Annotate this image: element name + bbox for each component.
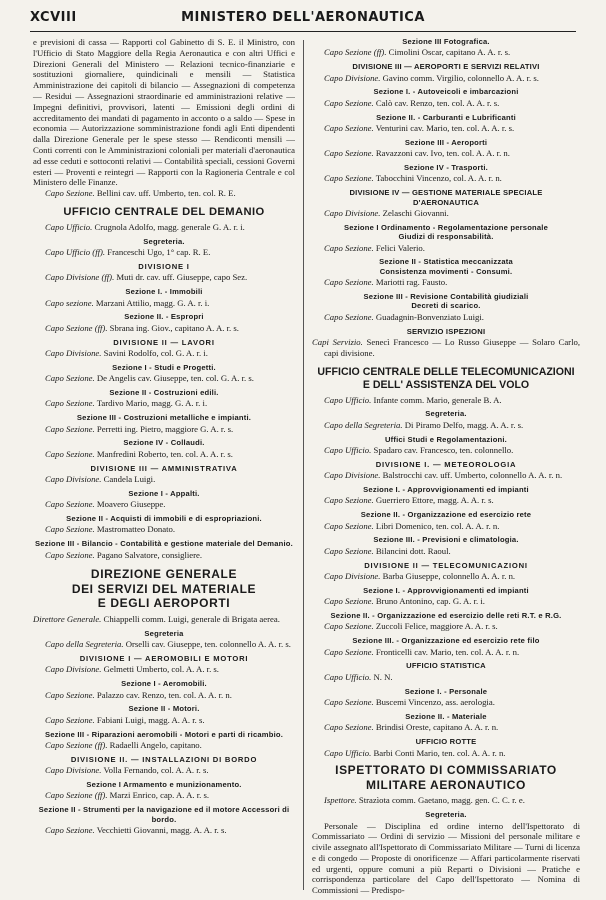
capo-line: Capo Sezione. Fabiani Luigi, magg. A. A. r. s. (45, 714, 205, 725)
role-label: Capo Sezione. (45, 824, 95, 835)
left-column (33, 37, 295, 836)
capo-line: Capo sezione. Marzani Attilio, magg. G. A. r. i. (45, 297, 210, 308)
capo-line: Capo Divisione. Candela Luigi. (45, 473, 156, 484)
capo-line: Capo Divisione. Savini Rodolfo, col. G. A. r. i. (45, 347, 208, 358)
subsection-title: Sezione I. - Approvvigionamenti ed impianti (363, 485, 529, 495)
capo-line: Capo Sezione. Perretti ing. Pietro, maggiore G. A. r. s. (45, 423, 234, 434)
role-label: Capo Sezione. (324, 495, 374, 506)
title-line: Consistenza movimenti - Consumi. (379, 266, 513, 276)
role-label: Capo Sezione. (324, 545, 374, 556)
title-line: Sezione III - Revisione Contabilità giudiziali (363, 292, 529, 302)
role-label: Capo Sezione. (45, 499, 95, 510)
running-head: MINISTERO DELL'AERONAUTICA (181, 10, 425, 25)
subsection-title: Sezione III. - Previsioni e climatologia. (373, 535, 519, 545)
capo-line: Capo Divisione. Volla Fernando, col. A. A. r. s. (45, 765, 209, 776)
subsection-title: Sezione II - Costruzioni edili. (109, 387, 219, 397)
capo-line: Capo Sezione. Zuccoli Felice, maggiore A. A. r. s. (324, 621, 498, 632)
role-label: Capo Sezione. (45, 448, 95, 459)
role-label: Capo Ufficio. (324, 394, 372, 405)
capo-line: Capo Sezione. Libri Domenico, ten. col. A. A. r. n. (324, 520, 500, 531)
capo-line: Capo Sezione (ff). Radaelli Angelo, capitano. (45, 739, 202, 750)
role-label: Capo Sezione. (324, 311, 374, 322)
subsection-title: Sezione III - Costruzioni metalliche e impianti. (76, 413, 252, 423)
title-line: Sezione II - Statistica meccanizzata (379, 257, 513, 267)
subsection-title: Sezione I. - Personale (404, 686, 488, 696)
section-title-demanio: UFFICIO CENTRALE DEL DEMANIO (63, 205, 265, 218)
office-title: SERVIZIO ISPEZIONI (406, 326, 486, 336)
division-title: DIVISIONE I. — METEOROLOGIA (375, 459, 517, 469)
capo-line: Capo Sezione. Tardivo Mario, magg. G. A. r. i. (45, 398, 208, 409)
capo-line: Capo Ufficio. N. N. (324, 671, 393, 682)
subsection-title: Sezione II - Acquisti di immobili e di espropriazioni. (66, 513, 262, 523)
subsection-title (312, 292, 580, 311)
title-line: Sezione I Ordinamento - Regolamentazione personale (343, 222, 549, 232)
role-label: Capo Sezione. (45, 689, 95, 700)
capo-line: Capo Sezione. Ravazzoni cav. Ivo, ten. col. A. A. r. n. (324, 148, 510, 159)
subsection-title: Segreteria. (143, 236, 185, 246)
division-title: DIVISIONE II — TELECOMUNICAZIONI (364, 560, 528, 570)
role-label: Capo Ufficio (ff). (45, 247, 106, 258)
section-title-telecom (312, 366, 580, 392)
capo-line: Capo Ufficio. Crugnola Adolfo, magg. generale G. A. r. i. (45, 221, 245, 232)
subsection-title: Sezione II - Motori. (128, 704, 200, 714)
role-label: Capo Sezione. (324, 277, 374, 288)
capo-line: Capo Sezione. Palazzo cav. Renzo, ten. col. A. A. r. n. (45, 689, 232, 700)
role-label: Capo Sezione. (324, 596, 374, 607)
subsection-title: Sezione I. - Autoveicoli e imbarcazioni (373, 87, 519, 97)
role-label: Capo Ufficio. (45, 221, 93, 232)
intro-paragraph: e previsioni di cassa — Rapporti col Gabinetto di S. E. il Ministro, con l'Ufficio di Stato Maggiore della Regia Aeronautica e con altri Uffici e Direzioni Generali del Ministero — Relazioni tecnico-finanziarie e sostituzioni giornaliere, quindicinali e mensili — Statistica Amministrazione dei capitoli di bilancio — Assegnazioni di competenza — Residui — Assegnazioni straordinarie ed amministrazioni relative — Impegni definitivi, provvisori, latenti — Emissioni degli ordini di accreditamento dei mandati di pagamento in acconto o a saldo — Spese in economia — Autorizzazione somministrazione fondi agli Enti dipendenti dalla Direzione Generale per le spese stesso — Rendiconti mensili — Conti correnti con le Amministrazioni coloniali per materiali d'aeronautica ad esse ceduti e sottoconti relativi — Contabilità speciali, cessioni Governi esteri — Proventi e reintegri — Rapporti con la Ragioneria Centrale e col Ministero delle Finanze. (33, 37, 295, 188)
subsection-title: Sezione III - Riparazioni aeromobili - Motori e parti di ricambio. (44, 729, 284, 739)
capo-line: Capo Sezione. Brindisi Oreste, capitano A. A. r. n. (324, 722, 499, 733)
title-line: DIVISIONE IV — GESTIONE MATERIALE SPECIALE (349, 188, 543, 198)
body-paragraph: Personale — Disciplina ed ordine interno dell'Ispettorato di Commissariato — Ordini di servizio — Missioni del personale militare e civile assegnato all'Ispettorato di Commissariato Militare — Turni di licenza e di congedo — Proposte di onorificenze — Affari particolarmente riservati ed urgenti, oppure comuni a più Reparti o Divisioni — Pratiche e corrispondenza particolare del Capo dell'Ispettorato — Nomina di Commissioni — Predispo- (312, 820, 580, 896)
division-title: DIVISIONE I — AEROMOBILI E MOTORI (79, 653, 249, 663)
subsection-title: Sezione I - Studi e Progetti. (112, 362, 216, 372)
title-line: MILITARE AERONAUTICO (366, 777, 526, 792)
role-label: Capo Ufficio. (324, 747, 372, 758)
role-label: Capo Divisione. (324, 571, 381, 582)
capo-line: Capo Sezione (ff). Sbrana ing. Giov., capitano A. A. r. s. (45, 322, 239, 333)
role-label: Capo Ufficio. (324, 671, 372, 682)
capo-line: Capo Divisione. Gelmetti Umberto, col. A. A. r. s. (45, 664, 219, 675)
capo-line: Capo Divisione. Balstrocchi cav. uff. Umberto, colonnello A. A. r. n. (324, 470, 563, 481)
capo-line: Capo Sezione. Mastromatteo Donato. (45, 524, 176, 535)
division-title: DIVISIONE III — AEROPORTI E SERVIZI RELATIVI (352, 62, 540, 72)
role-label: Capo Sezione. (324, 722, 374, 733)
capo-line: Capo Ufficio. Spadaro cav. Francesco, ten. colonnello. (324, 445, 514, 456)
subsection-title: Sezione I. - Approvvigionamenti ed impianti (363, 585, 529, 595)
subsection-title: Sezione II. - Carburanti e Lubrificanti (376, 112, 516, 122)
role-label: Capo Divisione. (324, 208, 381, 219)
capo-line: Capo Sezione. Calò cav. Renzo, ten. col. A. A. r. s. (324, 97, 500, 108)
subsection-title (312, 223, 580, 242)
role-label: Capo Sezione. (324, 621, 374, 632)
capo-line: Capo Sezione. Buscemi Vincenzo, ass. aerologia. (324, 697, 495, 708)
title-line: Decreti di scarico. (411, 301, 481, 311)
capo-line: Capo Divisione. Gavino comm. Virgilio, colonnello A. A. r. s. (324, 72, 539, 83)
role-label: Capo Sezione. (324, 123, 374, 134)
subsection-title: Segreteria (144, 628, 184, 638)
role-label: Capo della Segreteria. (324, 419, 403, 430)
division-title (312, 188, 580, 207)
capo-line: Capo Sezione. Guerriero Ettore, magg. A. A. r. s. (324, 495, 494, 506)
role-label: Capo Divisione. (324, 72, 381, 83)
subsection-title: Sezione II. - Organizzazione ed esercizio rete (360, 510, 532, 520)
capo-line: Ispettore. Strazìota comm. Gaetano, magg. gen. C. C. r. e. (324, 795, 525, 806)
capo-line: Capo Sezione. Bruno Antonino, cap. G. A. r. i. (324, 596, 485, 607)
office-title: UFFICIO STATISTICA (406, 661, 486, 671)
header-rule (30, 31, 576, 32)
role-label: Capo Sezione. (45, 714, 95, 725)
capo-line: Capo della Segreteria. Di Piramo Delfo, magg. A. A. r. s. (324, 419, 524, 430)
title-line: Giudizi di responsabilità. (398, 232, 494, 242)
capo-line: Capo Divisione. Zelaschi Giovanni. (324, 208, 449, 219)
subsection-title: Segreteria. (425, 810, 467, 820)
role-label: Capo Sezione. (45, 423, 95, 434)
capo-line: Capo Sezione. Venturini cav. Mario, ten. col. A. A. r. s. (324, 123, 515, 134)
capo-line: Capo Sezione. Fronticelli cav. Mario, ten. col. A. A. r. n. (324, 646, 520, 657)
role-label: Direttore Generale. (33, 613, 102, 624)
capo-line: Capi Servizio. Senecì Francesco — Lo Russo Giuseppe — Solaro Carlo, capi divisione. (312, 337, 581, 358)
role-label: Capo Sezione (ff). (324, 47, 387, 58)
capo-line: Capo Sezione. Felici Valerio. (324, 242, 425, 253)
subsection-title: Sezione III - Bilancio - Contabilità e gestione materiale del Demanio. (35, 539, 293, 549)
role-label: Capo Ufficio. (324, 445, 372, 456)
role-label: Capo Sezione. (324, 173, 374, 184)
direttore-line: Direttore Generale. Chiappelli comm. Luigi, generale di Brigata aerea. (33, 613, 280, 624)
role-label: Capo Sezione (ff). (45, 739, 108, 750)
capo-line: Capo Sezione. Tabocchini Vincenzo, col. A. A. r. n. (324, 173, 502, 184)
column-divider (303, 40, 304, 890)
capo-line: Capo Ufficio. Barbi Conti Mario, ten. col. A. A. r. n. (324, 747, 506, 758)
role-label: Capo Sezione (ff). (45, 790, 108, 801)
subsection-title: Sezione II. - Materiale (405, 711, 487, 721)
role-label: Capo Divisione. (45, 765, 102, 776)
role-label: Capo Sezione. (324, 97, 374, 108)
role-label: Capo Sezione. (324, 148, 374, 159)
subsection-title: Sezione III Fotografica. (402, 37, 490, 46)
subsection-title: Sezione I - Appalti. (128, 488, 200, 498)
role-label: Capo Sezione. (324, 697, 374, 708)
role-label: Capo Sezione. (324, 242, 374, 253)
role-label: Capo Divisione. (45, 347, 102, 358)
page-header (30, 10, 576, 30)
title-line: E DEGLI AEROPORTI (97, 596, 231, 611)
capo-line: Capo Sezione (ff). Cimolini Oscar, capitano A. A. r. s. (324, 47, 511, 58)
capo-line: Capo Sezione. Manfredini Roberto, ten. col. A. A. r. s. (45, 448, 233, 459)
title-line: DEI SERVIZI DEL MATERIALE (71, 581, 257, 596)
subsection-title: Sezione I. - Immobili (125, 287, 203, 297)
subsection-title (312, 257, 580, 276)
capo-line: Capo Divisione. Barba Giuseppe, colonnello A. A. r. n. (324, 571, 516, 582)
capo-line: Capo Sezione. Guadagnin-Bonvenziato Luigi. (324, 311, 484, 322)
subsection-title: Sezione I - Aeromobili. (121, 679, 207, 689)
capo-line: Capo della Segreteria. Orselli cav. Giuseppe, ten. colonnello A. A. r. s. (45, 639, 291, 650)
capo-line: Capo Sezione. Vecchietti Giovanni, magg. A. A. r. s. (45, 824, 227, 835)
role-label: Capo Sezione. (45, 398, 95, 409)
role-label: Capo Divisione. (324, 470, 381, 481)
capo-line: Capo Sezione (ff). Marzi Enrico, cap. A. A. r. s. (45, 790, 210, 801)
title-line: D'AERONAUTICA (413, 197, 479, 207)
section-title-dg-materiale (33, 567, 295, 611)
role-label: Capo sezione. (45, 297, 94, 308)
role-label: Capo Divisione. (45, 664, 102, 675)
capo-line: Capo Sezione. Mariotti rag. Fausto. (324, 277, 448, 288)
subsection-title: Sezione III. - Organizzazione ed esercizio rete filo (352, 636, 540, 646)
title-line: ISPETTORATO DI COMMISSARIATO (335, 763, 557, 778)
subsection-title: Segreteria. (425, 409, 467, 419)
subsection-title: Sezione II. - Espropri (124, 312, 204, 322)
subsection-title: Sezione II - Strumenti per la navigazione ed il motore Accessori di bordo. (38, 805, 290, 824)
capo-line: Capo Sezione. Moavero Giuseppe. (45, 499, 166, 510)
intro-capo: Capo Sezione. Bellini cav. uff. Umberto, ten. col. R. E. (45, 188, 236, 199)
role-label: Capo Divisione (ff). (45, 272, 115, 283)
role-label: Capo Divisione. (45, 473, 102, 484)
capo-line: Capo Ufficio (ff). Franceschi Ugo, 1° cap. R. E. (45, 247, 211, 258)
subsection-title: Sezione III - Aeroporti (404, 137, 488, 147)
title-line: E DELL' ASSISTENZA DEL VOLO (362, 378, 530, 391)
capo-line: Capo Sezione. De Angelis cav. Giuseppe, ten. col. G. A. r. s. (45, 373, 254, 384)
role-label: Capo Sezione. (45, 524, 95, 535)
title-line: DIREZIONE GENERALE (90, 567, 238, 582)
title-line: UFFICIO CENTRALE DELLE TELECOMUNICAZIONI (317, 365, 575, 378)
capo-line: Capo Divisione (ff). Muti dr. cav. uff. Giuseppe, capo Sez. (45, 272, 248, 283)
section-title-ispettorato (312, 763, 580, 792)
subsection-title: Sezione I Armamento e munizionamento. (86, 779, 242, 789)
role-label: Capo della Segreteria. (45, 639, 124, 650)
role-label: Capo Sezione. (324, 646, 374, 657)
division-title: DIVISIONE I (138, 261, 190, 271)
role-label: Capo Sezione. (45, 549, 95, 560)
right-column (312, 37, 580, 896)
capo-line: Capo Sezione. Bilancini dott. Raoul. (324, 545, 451, 556)
division-title: DIVISIONE II. — INSTALLAZIONI DI BORDO (70, 754, 258, 764)
role-label: Capi Servizio. (312, 337, 363, 348)
capo-line: Capo Sezione. Pagano Salvatore, consigliere. (45, 549, 203, 560)
subsection-title: Sezione IV - Trasporti. (404, 163, 488, 173)
capo-line: Capo Ufficio. Infante comm. Mario, generale B. A. (324, 394, 502, 405)
office-title: UFFICIO ROTTE (415, 737, 477, 747)
role-label: Capo Sezione. (45, 373, 95, 384)
role-label: Capo Sezione (ff). (45, 322, 108, 333)
role-label: Ispettore. (324, 795, 357, 806)
subsection-title: Sezione II. - Organizzazione ed esercizio delle reti R.T. e R.G. (330, 611, 562, 621)
role-label: Capo Sezione. (45, 188, 95, 199)
subsection-title: Sezione IV - Collaudi. (123, 438, 205, 448)
division-title: DIVISIONE III — AMMINISTRATIVA (90, 463, 238, 473)
subsection-title: Uffici Studi e Regolamentazioni. (384, 434, 507, 444)
division-title: DIVISIONE II — LAVORI (113, 337, 215, 347)
role-label: Capo Sezione. (324, 520, 374, 531)
page-number: XCVIII (30, 10, 77, 25)
